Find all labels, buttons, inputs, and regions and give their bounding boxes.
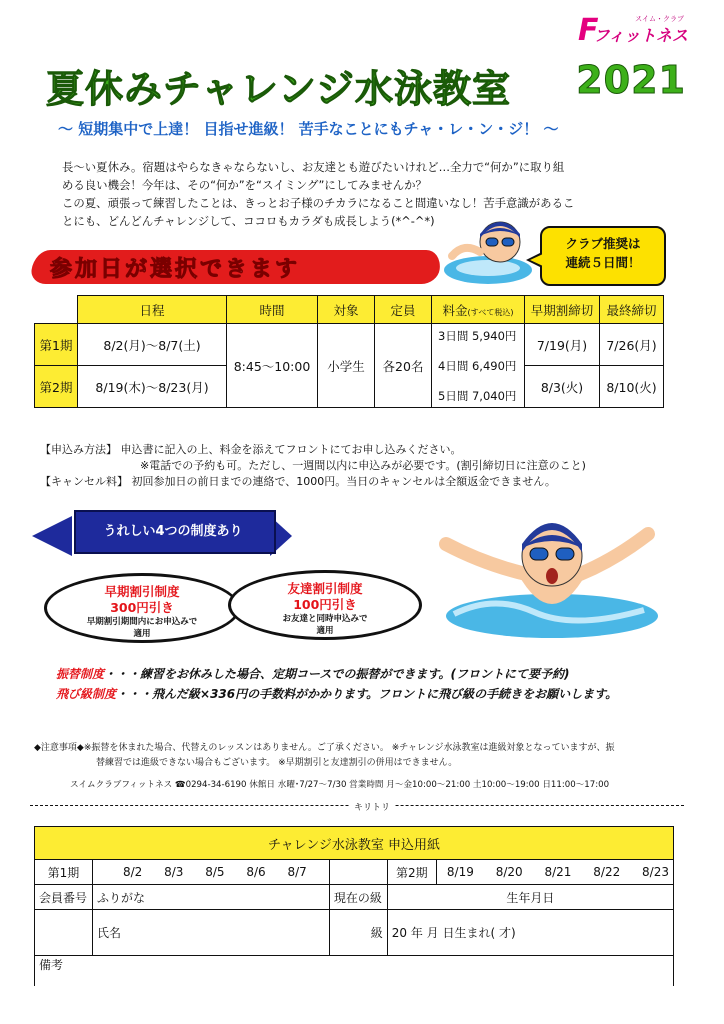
table-header: 日程	[78, 296, 227, 324]
table-header: 対象	[318, 296, 375, 324]
birthdate-field[interactable]	[387, 910, 673, 956]
fee-tax-note: (すべて税込)	[467, 307, 514, 317]
birth-fill-text: 20 年 月 日生まれ( 才)	[391, 926, 516, 940]
cut-line	[30, 800, 684, 812]
table-header-row	[35, 296, 664, 324]
application-form	[34, 826, 674, 986]
discount-amount: 100円引き	[293, 597, 357, 612]
remarks-field[interactable]	[35, 956, 674, 986]
date-option[interactable]: 8/22	[593, 865, 621, 879]
form-period-row	[35, 860, 674, 885]
rule-text: ・・・練習をお休みした場合、定期コースでの振替ができます。(フロントにて要予約)	[104, 667, 570, 681]
intro-line: とにも、どんどんチャレンジして、ココロもカラダも成長しよう(*^-^*)	[62, 214, 435, 228]
early-deadline-cell: 7/19(月)	[525, 324, 600, 366]
rule-key: 飛び級制度	[56, 687, 117, 701]
bubble-line: クラブ推奨は	[565, 236, 641, 251]
page-title	[46, 58, 686, 111]
name-label: 氏名	[96, 926, 121, 940]
fee-option: 5日間 7,040円	[438, 388, 517, 403]
dates-cell: 8/2(月)～8/7(土)	[78, 324, 227, 366]
swimmer-butterfly-icon	[434, 504, 660, 640]
note-line: 【申込み方法】 申込書に記入の上、料金を添えてフロントにてお申し込みください。	[40, 443, 462, 456]
title-year: 2021	[576, 58, 686, 102]
date-option[interactable]: 8/7	[287, 865, 307, 879]
table-header: 早期割締切	[525, 296, 600, 324]
final-deadline-cell: 7/26(月)	[600, 324, 664, 366]
time-cell: 8:45～10:00	[227, 324, 318, 408]
early-discount-badge	[44, 573, 240, 643]
rule-line	[56, 664, 696, 684]
form-period1-dates	[92, 860, 329, 885]
kyu-label: 級	[370, 926, 383, 940]
form-period2-label: 第2期	[387, 860, 436, 885]
fee-option: 3日間 5,940円	[438, 328, 517, 343]
form-period1-label: 第1期	[35, 860, 93, 885]
date-option[interactable]: 8/3	[164, 865, 184, 879]
schedule-table	[34, 295, 664, 408]
intro-text	[62, 158, 672, 230]
member-no-field[interactable]	[35, 910, 93, 956]
table-header: 時間	[227, 296, 318, 324]
banner-blue-text: うれしい4つの制度あり	[103, 524, 243, 539]
discount-note: お友達と同時申込みで	[282, 614, 368, 624]
form-title-row	[35, 827, 674, 860]
application-notes	[40, 442, 680, 490]
table-header: 定員	[375, 296, 432, 324]
form-period2-dates	[436, 860, 673, 885]
form-member-row	[35, 885, 674, 910]
capacity-cell: 各20名	[375, 324, 432, 408]
name-field[interactable]	[92, 910, 329, 956]
date-option[interactable]: 8/19	[446, 865, 474, 879]
early-deadline-cell: 8/3(火)	[525, 366, 600, 408]
date-option[interactable]: 8/2	[122, 865, 143, 879]
form-name-row	[35, 910, 674, 956]
table-header-blank	[35, 296, 78, 324]
fees-cell	[432, 324, 525, 408]
note-line: ※電話での予約も可。ただし、一週間以内に申込みが必要です。(割引締切日に注意のこと)	[140, 459, 586, 472]
benefits-banner	[32, 510, 290, 554]
system-rules	[56, 664, 696, 704]
dates-cell: 8/19(木)～8/23(月)	[78, 366, 227, 408]
form-remarks-row	[35, 956, 674, 986]
birthdate-label: 生年月日	[387, 885, 673, 910]
caution-line: 替練習では進級できない場合もございます。 ※早期割引と友達割引の併用はできません。	[96, 758, 458, 768]
date-option[interactable]: 8/6	[246, 865, 266, 879]
caution-notes	[34, 741, 694, 771]
brand-logo	[578, 14, 688, 50]
member-no-label: 会員番号	[35, 885, 93, 910]
table-header-fee	[432, 296, 525, 324]
discount-title: 友達割引制度	[287, 581, 363, 596]
swimmer-illustration-icon	[444, 212, 534, 286]
selectable-days-banner	[32, 250, 440, 284]
bubble-line: 連続５日間！	[565, 255, 641, 270]
title-main: 夏休みチャレンジ水泳教室	[46, 67, 511, 111]
friend-discount-badge	[228, 570, 422, 640]
furigana-label[interactable]: ふりがな	[92, 885, 329, 910]
intro-line: める良い機会！今年は、その“何か”を“スイミング”にしてみませんか？	[62, 178, 427, 192]
discount-note: 適用	[133, 629, 151, 639]
table-row	[35, 324, 664, 366]
discount-note: 早期割引期間内にお申込みで	[86, 617, 198, 627]
intro-line: この夏、頑張って練習したことは、きっとお子様のチカラになること間違いなし！苦手意識があるこ	[62, 196, 575, 210]
form-title: チャレンジ水泳教室 申込用紙	[35, 827, 674, 860]
brand-small-text: スイム・クラブ	[635, 15, 684, 23]
period-cell: 第2期	[35, 366, 78, 408]
subtitle: ～ 短期集中で上達！ 目指せ進級！ 苦手なことにもチャ・レ・ン・ジ！ ～	[58, 120, 559, 138]
rule-line	[56, 684, 696, 704]
form-gap-cell	[329, 860, 387, 885]
final-deadline-cell: 8/10(火)	[600, 366, 664, 408]
intro-line: 長～い夏休み。宿題はやらなきゃならないし、お友達とも遊びたいけれど…全力で“何か”に取り組	[62, 160, 565, 174]
fee-option: 4日間 6,490円	[438, 358, 517, 373]
rule-text: ・・・飛んだ級×336円の手数料がかかります。フロントに飛び級の手続きをお願いします。	[116, 687, 618, 701]
date-option[interactable]: 8/5	[205, 865, 225, 879]
banner-red-text: 参加日が選択できます	[50, 257, 301, 282]
cut-line-label: キリトリ	[350, 800, 394, 813]
date-option[interactable]: 8/20	[495, 865, 523, 879]
target-cell: 小学生	[318, 324, 375, 408]
date-option[interactable]: 8/23	[642, 865, 669, 879]
bubble-tail-fill	[530, 254, 543, 266]
rule-key: 振替制度	[56, 667, 105, 681]
period-cell: 第1期	[35, 324, 78, 366]
brand-mark: F	[578, 13, 599, 48]
brand-name: フィットネス	[593, 26, 688, 45]
discount-note: 適用	[316, 626, 334, 636]
date-option[interactable]: 8/21	[544, 865, 572, 879]
recommendation-bubble	[540, 226, 666, 286]
note-line: 【キャンセル料】 初回参加日の前日までの連絡で、1000円。当日のキャンセルは全額返金できません。	[40, 475, 556, 488]
current-class-label: 現在の級	[329, 885, 387, 910]
discount-title: 早期割引制度	[104, 584, 180, 599]
discount-amount: 300円引き	[110, 600, 174, 615]
contact-info: スイムクラブフィットネス ☎0294-34-6190 休館日 水曜･7/27～7/30 営業時間 月～金10:00～21:00 土10:00～19:00 日11:00～17:00	[70, 780, 610, 790]
fee-label: 料金	[442, 302, 468, 318]
table-header: 最終締切	[600, 296, 664, 324]
class-field[interactable]	[329, 910, 387, 956]
remarks-label: 備考	[39, 958, 64, 972]
caution-line: ◆注意事項◆※振替を休まれた場合、代替えのレッスンはありません。ご了承ください。 ※チャレンジ水泳教室は進級対象となっていますが、振	[34, 743, 615, 753]
